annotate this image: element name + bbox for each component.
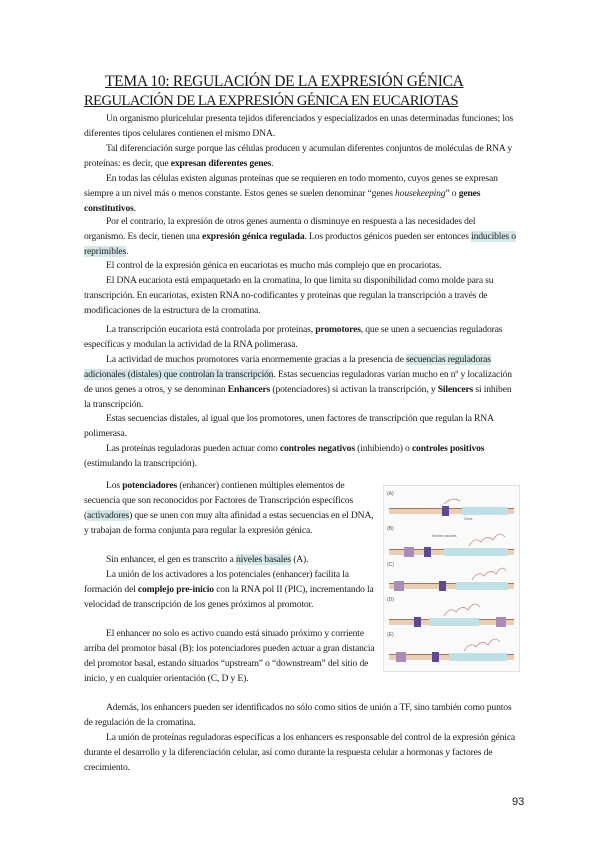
paragraph-15: Además, los enhancers pueden ser identificados no sólo como sitios de unión a TF, sino también como puntos de regulación de la cromatina. — [84, 702, 512, 729]
promoter-box — [424, 547, 431, 557]
enhancer-box — [404, 547, 414, 557]
transcription-arrow — [444, 499, 460, 504]
enhancer-box — [394, 581, 404, 591]
gene-box — [456, 582, 508, 590]
panel-d — [387, 597, 514, 627]
transcription-label: Niveles basales — [432, 534, 457, 538]
paragraph-14: El enhancer no solo es activo cuando está situado próximo y corriente arriba del promotor basal (B): los potenciadores pueden actuar a gran distancia del promotor basal, estando situados “upstream” o “downstream” del sitio de inicio, y en cualquier orientación (C, D y E). — [84, 628, 375, 685]
paragraph-2: Tal diferenciación surge porque las células producen y acumulan diferentes conjuntos de moléculas de RNA y proteínas: es decir, que expresan diferentes genes. — [84, 143, 513, 170]
panel-c — [387, 562, 514, 591]
chapter-title: TEMA 10: REGULACIÓN DE LA EXPRESIÓN GÉNICA — [105, 73, 464, 90]
paragraph-11: Los potenciadores (enhancer) contienen múltiples elementos de secuencia que son reconocidos por Factores de Transcripción específicos (activadores) que se unen con muy alta afinidad a estas secuencias en el DNA, y trabajan de forma conjunta para regular la expresión génica. — [84, 480, 374, 537]
rna-transcripts — [469, 534, 505, 546]
paragraph-4: Por el contrario, la expresión de otros genes aumenta o disminuye en respuesta a las necesidades del organismo. Es decir, tienen una expresión génica regulada. Los productos génicos pueden ser entonces inducibles o reprimibles. — [84, 216, 516, 258]
panel-a — [387, 491, 514, 521]
paragraph-16: La unión de proteínas reguladoras específicas a los enhancers es responsable del control de la expresión génica durante el desarrollo y la diferenciación celular, así como durante la respuesta celular a hormonas y factores de crecimiento. — [84, 732, 516, 774]
section-title: REGULACIÓN DE LA EXPRESIÓN GÉNICA EN EUCARIOTAS — [84, 93, 459, 109]
rna-transcripts — [472, 568, 506, 580]
panel-d-label: (D) — [387, 597, 394, 603]
paragraph-9: Estas secuencias distales, al igual que los promotores, unen factores de transcripción que regulan la RNA polimerasa. — [84, 413, 494, 440]
paragraph-12: Sin enhancer, el gen es transcrito a niveles basales (A). — [106, 554, 309, 565]
promoter-box — [439, 581, 446, 591]
enhancer-diagram — [384, 486, 519, 671]
promoter-box — [414, 617, 421, 627]
panel-e-label: (E) — [387, 632, 394, 638]
rna-transcripts — [444, 604, 480, 616]
paragraph-7: La transcripción eucariota está controlada por proteínas, promotores, que se unen a secuencias reguladoras específicas y modulan la actividad de la RNA polimerasa. — [84, 324, 503, 351]
paragraph-3: En todas las células existen algunas proteínas que se requieren en todo momento, cuyos genes se expresan siempre a un nivel más o menos constante. Estos genes se suelen denominar “genes housekeeping” o genes constitutivos. — [84, 173, 498, 215]
gene-box — [429, 618, 479, 626]
rna-transcripts — [464, 639, 500, 651]
gene-label: Gene — [464, 517, 473, 521]
page-number: 93 — [512, 796, 525, 808]
paragraph-5: El control de la expresión génica en eucariotas es mucho más complejo que en procariotas. — [106, 260, 442, 271]
enhancer-box — [496, 617, 506, 627]
gene-box — [444, 548, 508, 556]
paragraph-10: Las proteínas reguladoras pueden actuar como controles negativos (inhibiendo) o controles positivos (estimulando la transcripción). — [84, 443, 485, 470]
panel-b-label: (B) — [387, 526, 394, 532]
panel-a-label: (A) — [387, 491, 394, 497]
paragraph-13: La unión de los activadores a los potenciales (enhancer) facilita la formación del complejo pre-inicio con la RNA pol II (PIC), incrementando la velocidad de transcripción de los genes próximos al promotor. — [84, 569, 374, 611]
gene-box — [449, 653, 507, 661]
panel-e — [387, 632, 514, 662]
enhancer-figure — [383, 485, 520, 672]
panel-c-label: (C) — [387, 562, 394, 568]
paragraph-1: Un organismo pluricelular presenta tejidos diferenciados y especializados en unas determinadas funciones; los diferentes tipos celulares contienen el mismo DNA. — [84, 113, 514, 140]
enhancer-box — [396, 652, 406, 662]
promoter-box — [442, 506, 449, 516]
promoter-box — [432, 652, 439, 662]
panel-b — [387, 526, 514, 557]
paragraph-8: La actividad de muchos promotores varía enormemente gracias a la presencia de secuencias reguladoras adicionales (distales) que controlan la transcripción. Estas secuencias reguladoras varían mucho en nº y localización de unos genes a otros, y se denominan Enhancers (potenciadores) si activan la transcripción, y Silencers si inhiben la transcripción. — [84, 354, 512, 411]
gene-box — [462, 507, 508, 515]
paragraph-6: El DNA eucariota está empaquetado en la cromatina, lo que limita su disponibilidad como molde para su transcripción. En eucariotas, existen RNA no-codificantes y proteínas que regulan la transcripción a través de modificaciones de la estructura de la cromatina. — [84, 275, 494, 317]
